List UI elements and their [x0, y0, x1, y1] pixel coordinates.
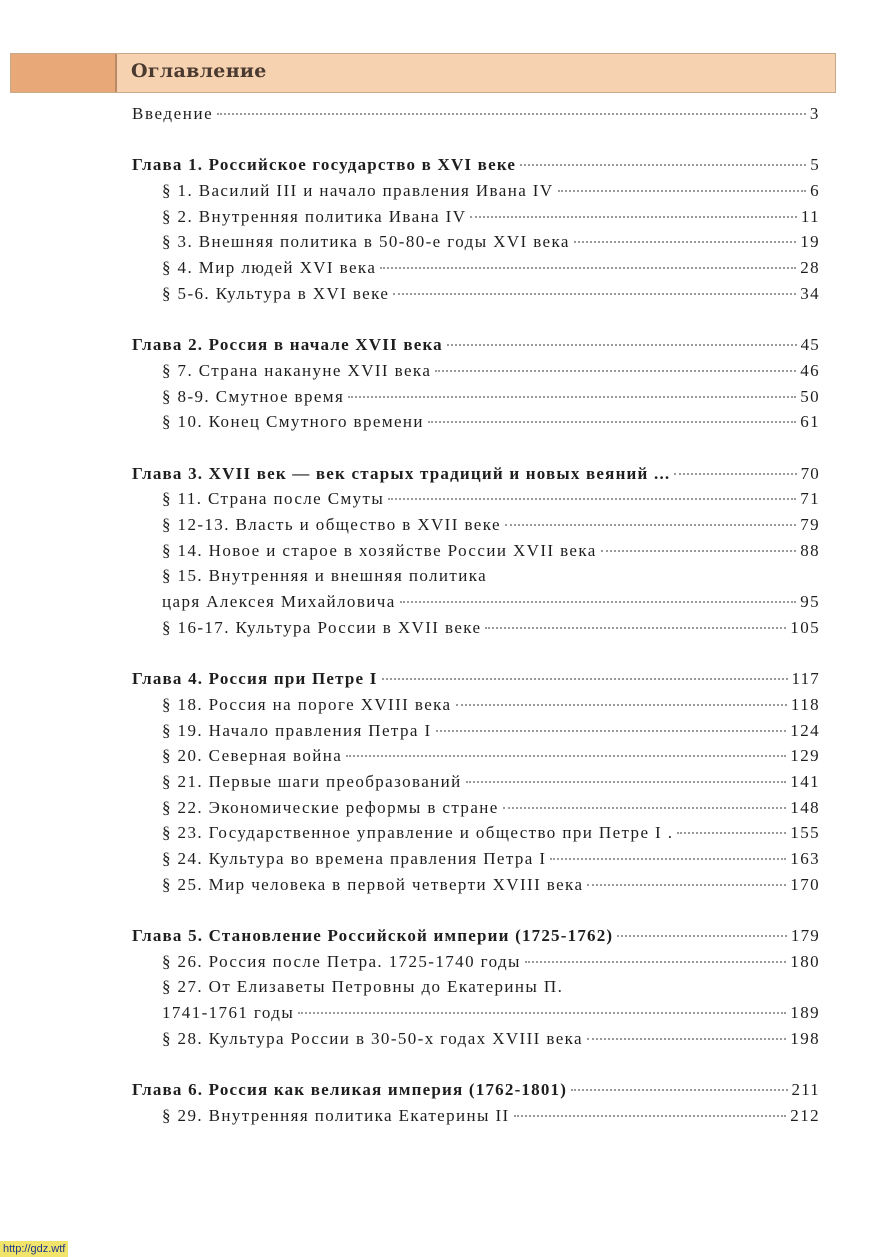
dot-leader	[348, 396, 796, 398]
toc-section-title-line[interactable]: § 27. От Елизаветы Петровны до Екатерины П.	[162, 977, 564, 997]
dot-leader	[388, 498, 796, 500]
toc-page-number: 3	[809, 104, 820, 123]
dot-leader	[466, 781, 787, 783]
toc-section-row[interactable]	[132, 746, 820, 772]
chapter-heading	[132, 926, 613, 946]
toc-page-number: 46	[800, 360, 820, 380]
toc-section-row[interactable]	[132, 284, 820, 310]
toc-page-number: 124	[790, 720, 820, 740]
toc-chapter-row[interactable]	[132, 1080, 820, 1106]
toc-page-number: 155	[790, 823, 820, 843]
dot-leader	[470, 216, 796, 218]
toc-page-number: 141	[790, 771, 820, 791]
toc-page-number: 118	[790, 694, 820, 714]
toc-chapter-row[interactable]	[132, 926, 820, 952]
toc-page-number: 117	[791, 669, 820, 689]
dot-leader	[382, 678, 788, 680]
dot-leader	[674, 473, 796, 475]
spacer	[132, 130, 820, 156]
toc-section-row[interactable]	[132, 361, 820, 387]
chapter-heading	[132, 1080, 567, 1100]
toc-section-row[interactable]	[132, 515, 820, 541]
chapter-label: Глава 5.	[132, 926, 204, 945]
dot-leader	[505, 524, 796, 526]
toc-section-row[interactable]	[132, 798, 820, 824]
table-of-contents	[132, 104, 820, 1132]
chapter-title: Россия как великая империя (1762-1801)	[208, 1080, 568, 1100]
toc-chapter-row[interactable]	[132, 669, 820, 695]
chapter-heading	[132, 155, 516, 175]
dot-leader	[380, 267, 796, 269]
toc-chapter-row[interactable]	[132, 155, 820, 181]
toc-section-row[interactable]	[132, 823, 820, 849]
dot-leader	[601, 550, 796, 552]
page-title: Оглавление	[131, 60, 267, 82]
toc-page-number: 5	[810, 155, 820, 175]
chapter-label: Глава 4.	[132, 669, 204, 689]
spacer	[132, 1054, 820, 1080]
toc-section-row[interactable]	[132, 1106, 820, 1132]
toc-section-row[interactable]	[132, 695, 820, 721]
toc-page-number: 170	[790, 874, 820, 894]
toc-page-number: 45	[800, 335, 820, 355]
toc-page-number: 180	[790, 951, 820, 971]
toc-page-number: 212	[790, 1105, 820, 1125]
chapter-label: Глава 2.	[132, 335, 204, 355]
spacer	[132, 310, 820, 336]
toc-page-number: 105	[790, 617, 820, 637]
section-title: § 29. Внутренняя политика Екатерины II	[162, 1105, 510, 1125]
watermark-link[interactable]: http://gdz.wtf	[0, 1241, 68, 1257]
toc-page-number: 50	[800, 386, 820, 406]
dot-leader	[428, 421, 796, 423]
toc-section-row[interactable]	[132, 1029, 820, 1055]
toc-page-number: 148	[790, 797, 820, 817]
dot-leader	[525, 961, 786, 963]
chapter-title: Россия в начале XVII века	[208, 335, 443, 355]
section-title: § 23. Государственное управление и общество при Петре I .	[162, 823, 674, 843]
chapter-label: Глава 6.	[132, 1080, 204, 1100]
toc-page-number: 11	[800, 206, 820, 226]
toc-page-number: 211	[791, 1080, 820, 1100]
toc-page-number: 179	[790, 926, 820, 945]
header-divider	[115, 54, 117, 92]
toc-section-row[interactable]	[132, 952, 820, 978]
section-title: § 5-6. Культура в XVI веке	[162, 283, 390, 303]
toc-section-row[interactable]	[132, 1003, 820, 1029]
dot-leader	[485, 627, 786, 629]
dot-leader	[346, 755, 786, 757]
section-title: § 18. Россия на пороге XVIII века	[162, 694, 452, 714]
chapter-title: Россия при Петре I	[208, 669, 378, 689]
dot-leader	[435, 370, 796, 372]
toc-section-row[interactable]	[132, 489, 820, 515]
section-title: § 8-9. Смутное время	[162, 386, 345, 406]
dot-leader	[447, 344, 797, 346]
dot-leader	[558, 190, 807, 192]
chapter-heading	[132, 464, 670, 484]
section-title: § 12-13. Власть и общество в XVII веке	[162, 515, 501, 534]
dot-leader	[514, 1115, 787, 1117]
chapter-title: Российское государство в XVI веке	[208, 155, 517, 175]
section-title: царя Алексея Михайловича	[162, 592, 396, 612]
toc-section-row[interactable]	[132, 772, 820, 798]
toc-page-number: 129	[790, 746, 820, 766]
toc-page-number: 61	[800, 412, 820, 432]
section-title: § 21. Первые шаги преобразований	[162, 771, 462, 791]
dot-leader	[217, 113, 806, 115]
toc-page-number: 163	[790, 848, 820, 868]
section-title: § 7. Страна накануне XVII века	[162, 360, 432, 380]
toc-entry-title: Введение	[132, 104, 214, 123]
section-title: § 28. Культура России в 30-50-х годах XVIII века	[162, 1028, 584, 1048]
section-title: § 16-17. Культура России в XVII веке	[162, 617, 482, 637]
section-title: § 1. Василий III и начало правления Ивана IV	[162, 181, 554, 201]
dot-leader	[393, 293, 796, 295]
toc-page-number: 19	[800, 232, 820, 252]
toc-section-row[interactable]	[132, 618, 820, 644]
dot-leader	[520, 164, 806, 166]
toc-section-row[interactable]	[132, 412, 820, 438]
section-title: § 14. Новое и старое в хозяйстве России XVII века	[162, 540, 597, 560]
dot-leader	[617, 935, 787, 937]
dot-leader	[298, 1012, 786, 1014]
dot-leader	[677, 832, 786, 834]
toc-page-number: 71	[800, 489, 820, 509]
dot-leader	[456, 704, 787, 706]
chapter-heading	[132, 669, 378, 689]
toc-page-number: 88	[800, 540, 820, 560]
section-title: § 2. Внутренняя политика Ивана IV	[162, 206, 467, 226]
toc-section-row[interactable]	[132, 721, 820, 747]
dot-leader	[571, 1089, 787, 1091]
dot-leader	[574, 241, 796, 243]
section-title: § 22. Экономические реформы в стране	[162, 797, 499, 817]
toc-section-row[interactable]	[132, 387, 820, 413]
chapter-heading	[132, 335, 443, 355]
dot-leader	[587, 884, 786, 886]
toc-page-number: 70	[800, 463, 820, 483]
toc-section-row[interactable]	[132, 207, 820, 233]
toc-page-number: 95	[800, 592, 820, 612]
spacer	[132, 900, 820, 926]
toc-header-bar	[10, 53, 836, 93]
section-title: § 11. Страна после Смуты	[162, 489, 385, 509]
spacer	[132, 438, 820, 464]
section-title: § 20. Северная война	[162, 746, 343, 766]
dot-leader	[587, 1038, 786, 1040]
toc-chapter-row[interactable]	[132, 464, 820, 490]
section-title: § 26. Россия после Петра. 1725-1740 годы	[162, 951, 521, 971]
dot-leader	[503, 807, 787, 809]
toc-section-row[interactable]	[132, 592, 820, 618]
toc-section-row[interactable]	[132, 232, 820, 258]
chapter-label: Глава 3.	[132, 463, 204, 483]
toc-chapter-row[interactable]	[132, 335, 820, 361]
toc-section-row[interactable]	[132, 181, 820, 207]
chapter-title: XVII век — век старых традиций и новых веяний ...	[208, 463, 671, 483]
dot-leader	[550, 858, 786, 860]
section-title: § 3. Внешняя политика в 50-80-е годы XVI века	[162, 232, 570, 252]
toc-page-number: 34	[800, 283, 820, 303]
chapter-title: Становление Российской империи (1725-1762)	[208, 926, 614, 945]
toc-row-intro[interactable]	[132, 104, 820, 130]
toc-section-row[interactable]	[132, 849, 820, 875]
dot-leader	[400, 601, 797, 603]
toc-section-row[interactable]	[132, 875, 820, 901]
header-accent-tab	[11, 54, 115, 92]
section-title: § 25. Мир человека в первой четверти XVIII века	[162, 874, 584, 894]
section-title: 1741-1761 годы	[162, 1003, 295, 1023]
toc-page-number: 6	[810, 181, 820, 201]
toc-section-row[interactable]	[132, 258, 820, 284]
section-title: § 4. Мир людей XVI века	[162, 258, 377, 278]
section-title: § 10. Конец Смутного времени	[162, 412, 424, 432]
dot-leader	[436, 730, 787, 732]
chapter-label: Глава 1.	[132, 155, 204, 175]
toc-page-number: 189	[790, 1003, 820, 1023]
toc-section-title-line[interactable]: § 15. Внутренняя и внешняя политика	[162, 566, 488, 586]
toc-page-number: 28	[800, 258, 820, 278]
spacer	[132, 643, 820, 669]
toc-page-number: 79	[800, 515, 820, 534]
toc-section-row[interactable]	[132, 541, 820, 567]
toc-page-number: 198	[790, 1028, 820, 1048]
section-title: § 24. Культура во времена правления Петра I	[162, 848, 547, 868]
section-title: § 19. Начало правления Петра I	[162, 720, 432, 740]
